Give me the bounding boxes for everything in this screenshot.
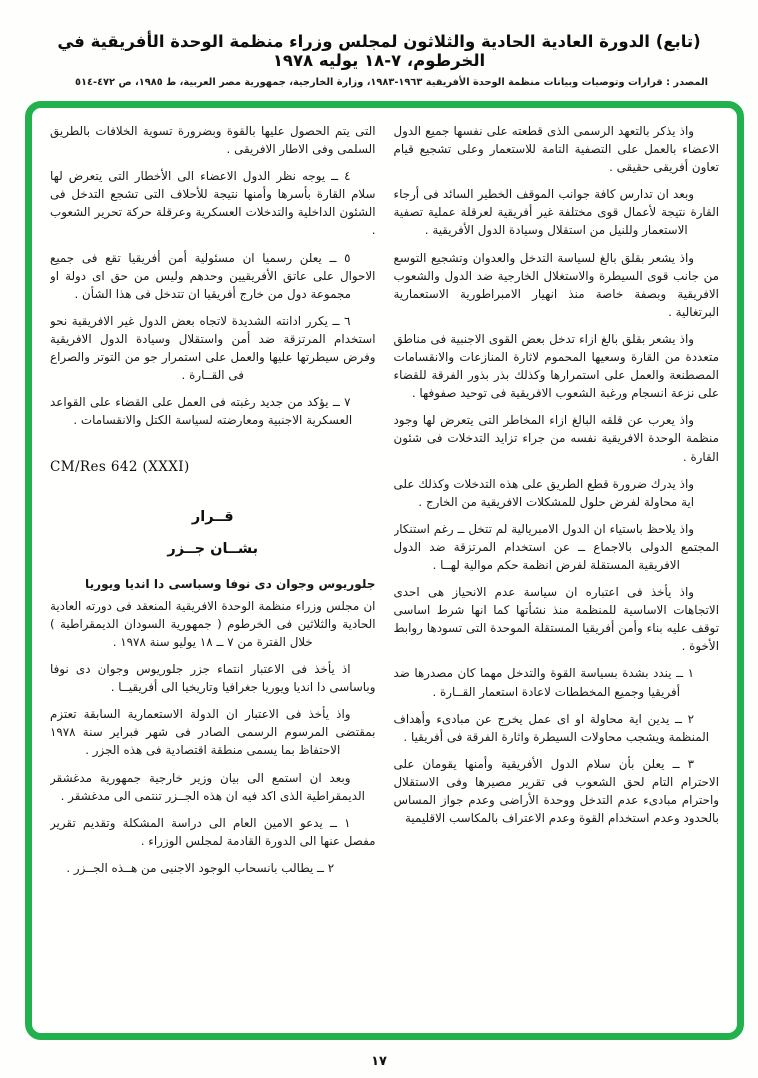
resolution-ref: CM/Res 642 (XXXI) — [50, 459, 190, 476]
paragraph: واذ يعرب عن قلقه البالغ ازاء المخاطر التى يتعرض لها وجود منظمة الوحدة الافريقية نفسه من جراء تزايد التدخلات فى شئون القارة . — [393, 413, 719, 464]
paragraph: وبعد ان استمع الى بيان وزير خارجية جمهورية مدغشقر الديمقراطية الذى اكد فيه ان هذه الجــزر تنتمى الى مدغشقر . — [50, 770, 365, 803]
numbered-clause: ٦ ــ يكرر ادانته الشديدة لاتجاه بعض الدول غير الافريقية نحو استخدام المرتزقة ضد أمن واستقلال وسيادة الدول الافريقية وفرض سيطرتها عليها والعمل على استمرار جو من التوتر والصراع فى القــارة . — [50, 313, 376, 383]
resolution-heading: قــرار — [191, 509, 234, 526]
paragraph: واذ يذكر بالتعهد الرسمى الذى قطعته على نفسها جميع الدول الاعضاء بالعمل على التصفية التامة للاستعمار وعلى تشجيع قيام تعاون أفريقى حقيقى . — [393, 124, 719, 175]
numbered-clause: ٢ ــ يدين اية محاولة او اى عمل يخرج عن مبادىء وأهداف المنظمة ويشجب محاولات السيطرة واثارة الفرقة فى أفريقيا . — [393, 711, 710, 744]
paragraph: واذ يشعر بقلق بالغ ازاء تدخل بعض القوى الاجنبية فى مناطق متعددة من القارة وسعيها المحموم لاثارة المنازعات والانقسامات المصطنعة والعمل على استمرارها وكذلك بذر بذور الفرقة للقضاء على نزعة انسجام ورغبة الشعوب الافريقية فى توحيد صفوفها . — [393, 331, 719, 401]
paragraph: واذ يدرك ضرورة قطع الطريق على هذه التدخلات وكذلك على اية محاولة لفرض حلول للمشكلات الافريقية من الخارج . — [393, 476, 695, 509]
paragraph: واذ يأخذ فى اعتباره ان سياسة عدم الانحياز هى احدى الاتجاهات الاساسية للمنظمة منذ نشأتها كما انها شرط اساسى توقف عليه بناء وأمن أفريقيا المستقلة الموحدة التى تسودها روابط الأخوة . — [393, 585, 719, 654]
two-column-layout — [32, 108, 737, 1033]
numbered-clause: ١ ــ يدعو الامين العام الى دراسة المشكلة وتقديم تقرير مفصل عنها الى الدورة القادمة لمجلس الوزراء . — [50, 815, 376, 848]
numbered-clause: ٥ ــ يعلن رسميا ان مسئولية أمن أفريقيا تقع فى جميع الاحوال على عاتق الأفريقيين وحدهم وليس من حق اى دولة او مجموعة دول من خارج أفريقيا ان تتدخل فى هذا الشأن . — [50, 250, 376, 301]
resolution-subject: جلوريوس وجوان دى نوفا وسباسى دا انديا ويوريا — [85, 577, 376, 592]
page-number: ١٧ — [371, 1054, 387, 1069]
numbered-clause: ١ ــ يندد بشدة بسياسة القوة والتدخل مهما كان مصدرها ضد أفريقيا وجميع المخططات لاعادة استعمار القــارة . — [393, 666, 695, 699]
paragraph: ان مجلس وزراء منظمة الوحدة الافريقية المنعقد فى دورته العادية الحادية والثلاثين فى الخرطوم ( جمهورية السودان الديمقراطية ) خلال الفترة من ٧ ــ ١٨ يوليو سنة ١٩٧٨ . — [50, 598, 376, 649]
numbered-clause: ٣ ــ يعلن بأن سلام الدول الأفريقية وأمنها يقومان على الاحترام التام لحق الشعوب فى تقرير مصيرها وفى الاستقلال واحترام مبادىء عدم التدخل ووحدة الأراضى وعدم جواز المساس بالحدود وعدم استخدام القوة وعدم الاعتراف بالمكاسب الاقليمية — [393, 756, 719, 826]
paragraph: وبعد ان تدارس كافة جوانب الموقف الخطير السائد فى أرجاء القارة نتيجة لأعمال قوى مختلفة غير أفريقية لعرقلة عملية تصفية الاستعمار وللنيل من استقلال وسيادة الدول الأفريقية . — [393, 187, 719, 238]
content-border — [25, 101, 744, 1040]
column-left — [50, 122, 376, 1023]
document-title: (تابع) الدورة العادية الحادية والثلاثون لمجلس وزراء منظمة الوحدة الأفريقية في الخرطوم، ٧-١٨ يوليه ١٩٧٨ — [57, 32, 701, 70]
numbered-clause: ٤ ــ يوجه نظر الدول الاعضاء الى الأخطار التى يتعرض لها سلام القارة بأسرها وأمنها نتيجة للأحلاف التى تشجع التدخل فى الشئون الداخلية والتدخلات العسكرية وعرقلة حركة تحرير الشعوب . — [50, 169, 376, 238]
source-line: المصدر : قرارات وتوصيات وبيانات منظمة الوحدة الأفريقية ١٩٦٣-١٩٨٣، وزارة الخارجية، جمهورية مصر العربية، ط ١٩٨٥، ص ٤٧٢-٥١٤ — [75, 77, 708, 88]
paragraph: واذ يلاحظ باستياء ان الدول الامبريالية لم تتخل ــ رغم استنكار المجتمع الدولى بالاجماع ــ عن استخدام المرتزقة ضد الدول الافريقية المستقلة لفرض انظمة حكم موالية لهــا . — [393, 521, 719, 572]
paragraph: واذ يأخذ فى الاعتبار ان الدولة الاستعمارية السابقة تعتزم بمقتضى المرسوم الرسمى الصادر فى شهر فبراير سنة ١٩٧٨ الاحتفاظ بما يسمى منطقة اقتصادية فى هذه الجزر . — [50, 707, 376, 758]
paragraph: اذ يأخذ فى الاعتبار انتماء جزر جلوريوس وجوان دى نوفا وباساسى دا انديا ويوريا جغرافيا وتاريخيا الى أفريقيــا . — [50, 662, 376, 695]
numbered-clause: ٧ ــ يؤكد من جديد رغبته فى العمل على القضاء على القواعد العسكرية الاجنبية ومعارضته لسياسة الكتل والانقسامات . — [50, 395, 353, 428]
paragraph: واذ يشعر بقلق بالغ لسياسة التدخل والعدوان وتشجيع التوسع من جانب قوى السيطرة والاستغلال الخارجية ضد الدول والشعوب الافريقية وبصفة خاصة منذ انهيار الامبراطورية الاستعمارية البرتغالية . — [393, 250, 719, 319]
paragraph: التى يتم الحصول عليها بالقوة وبضرورة تسوية الخلافات بالطريق السلمى وفى الاطار الافريقى . — [50, 124, 376, 157]
column-right — [394, 122, 720, 1023]
numbered-clause: ٢ ــ يطالب بانسحاب الوجود الاجنبى من هــذه الجــزر . — [66, 860, 335, 875]
resolution-subject-heading: بشــان جــزر — [167, 541, 259, 558]
